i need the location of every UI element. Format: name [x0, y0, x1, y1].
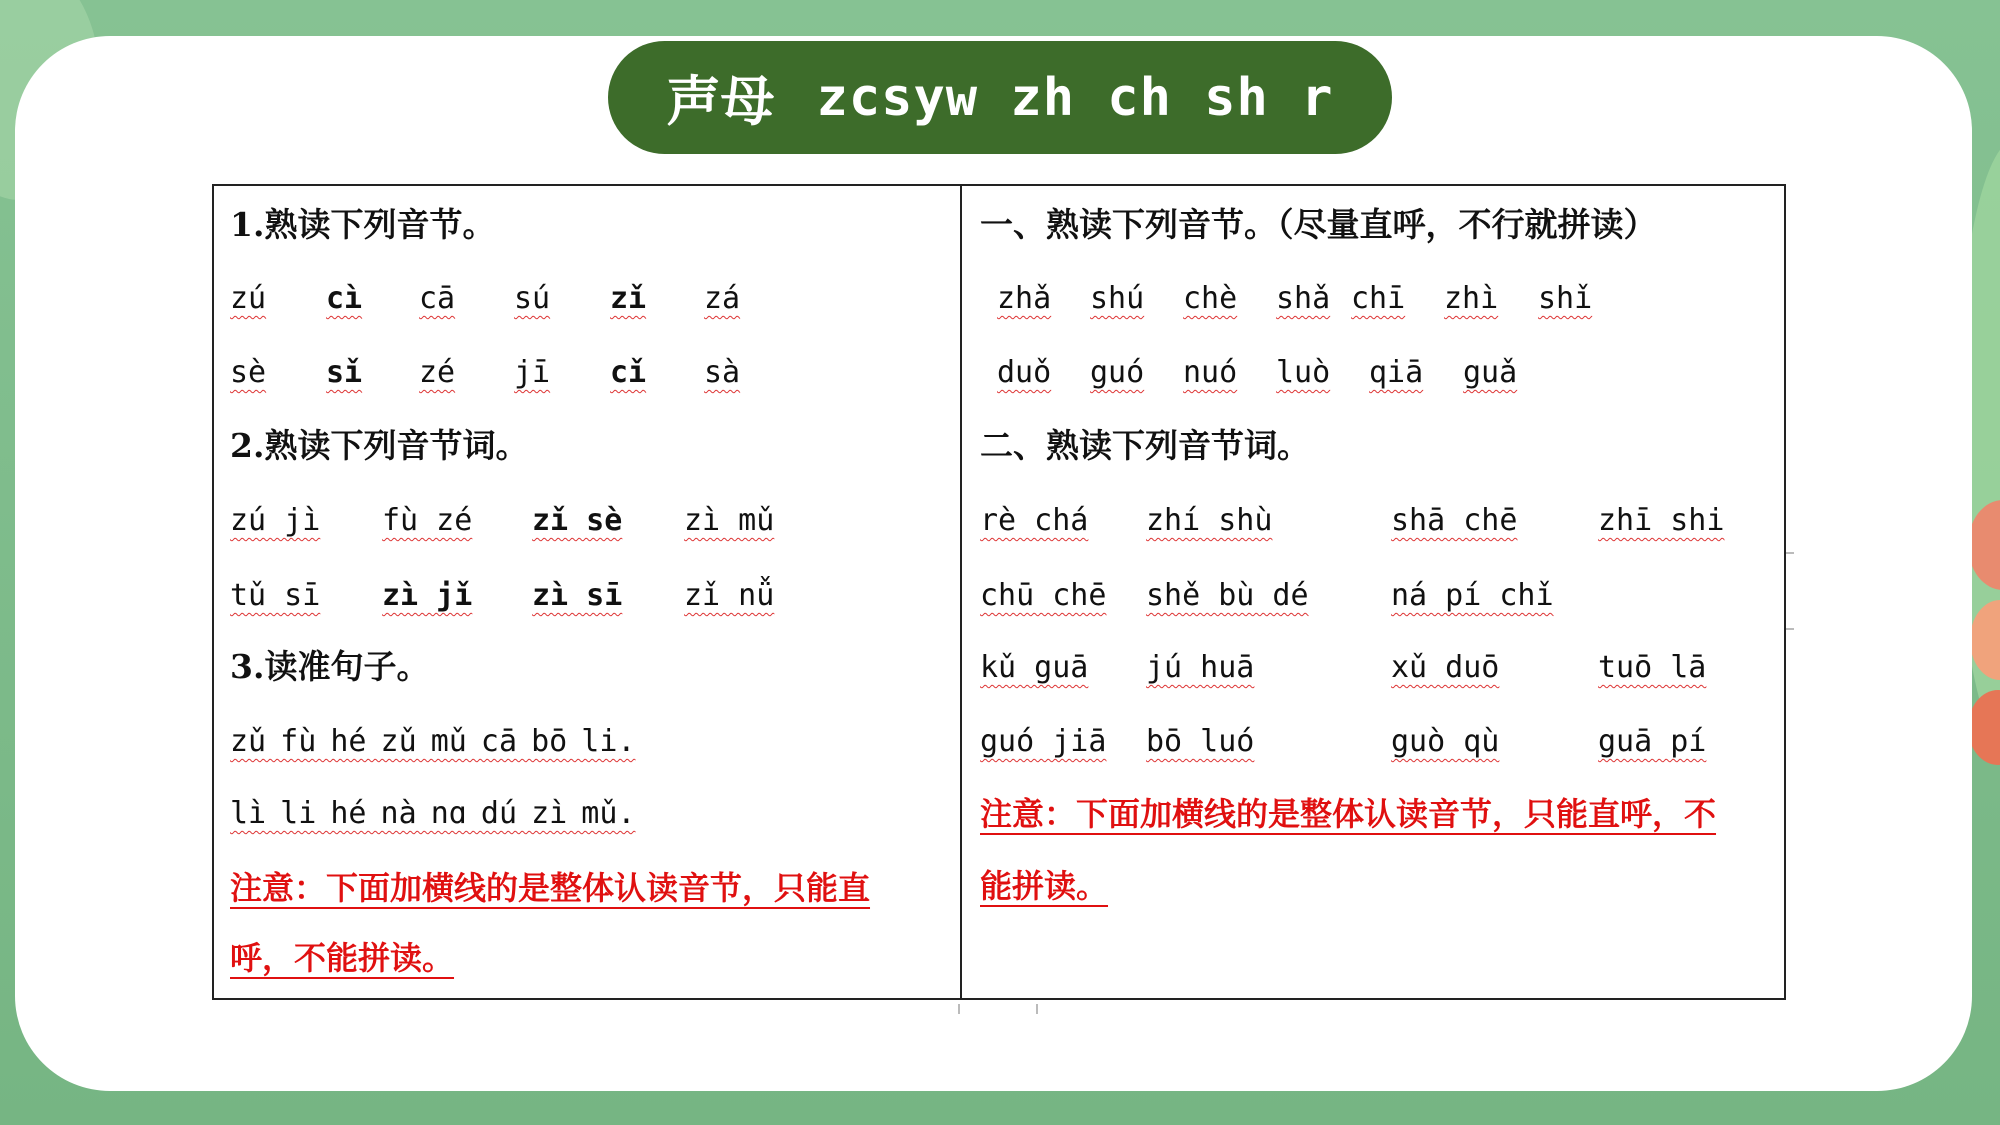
left-syllable: cā	[419, 281, 456, 316]
right-syllable: shǐ	[1538, 281, 1593, 316]
left-syllable: cǐ	[610, 355, 647, 390]
left-word: zú jì	[230, 503, 321, 538]
left-syllable: sà	[704, 355, 741, 390]
right-word: zhī shi	[1598, 503, 1725, 538]
left-heading-1: 1.熟读下列音节。	[230, 205, 496, 244]
right-word: bō luó	[1146, 724, 1255, 759]
right-word: guò qù	[1391, 724, 1500, 759]
left-syllable: zǐ	[610, 281, 647, 316]
title-pinyin: zcsyw zh ch sh r	[816, 67, 1334, 128]
table-edge-mark	[958, 1004, 960, 1014]
right-heading-1: 一、熟读下列音节。（尽量直呼，不行就拼读）	[980, 205, 1657, 244]
title-banner	[608, 41, 1392, 154]
left-note-line-2: 呼，不能拼读。	[230, 939, 455, 977]
table-edge-mark	[1036, 1004, 1038, 1014]
right-word: zhí shù	[1146, 503, 1273, 538]
title-chinese: 声母	[666, 70, 775, 133]
exercise-table	[212, 184, 1786, 1000]
left-word: zì sī	[532, 578, 623, 613]
left-syllable: jī	[514, 355, 551, 390]
right-word: shā chē	[1391, 503, 1518, 538]
right-word: tuō lā	[1598, 650, 1707, 685]
right-syllable: shú	[1090, 281, 1145, 316]
right-syllable: zhì	[1444, 281, 1499, 316]
right-syllable: chè	[1183, 281, 1238, 316]
right-syllable: zhǎ	[997, 281, 1052, 316]
right-word: chū chē	[980, 578, 1107, 613]
right-syllable: duǒ	[997, 355, 1052, 390]
left-word: zǐ nǚ	[684, 578, 775, 613]
left-syllable: zú	[230, 281, 267, 316]
right-word: jú huā	[1146, 650, 1255, 685]
right-syllable: guǎ	[1463, 355, 1518, 390]
left-word: fù zé	[382, 503, 473, 538]
left-syllable: sú	[514, 281, 551, 316]
left-sentence-1: zǔ fù hé zǔ mǔ cā bō li.	[230, 724, 636, 759]
left-word: tǔ sī	[230, 578, 321, 613]
right-word: rè chá	[980, 503, 1089, 538]
right-syllable: chī	[1351, 281, 1406, 316]
right-word: ná pí chǐ	[1391, 578, 1554, 613]
right-word: xǔ duō	[1391, 650, 1500, 685]
right-syllable: shǎ	[1276, 281, 1331, 316]
left-syllable: zá	[704, 281, 741, 316]
right-heading-2: 二、熟读下列音节词。	[980, 426, 1310, 465]
left-sentence-2: lì li hé nà nɑ dú zì mǔ.	[230, 796, 636, 831]
left-heading-3: 3.读准句子。	[230, 647, 430, 686]
right-word: kǔ guā	[980, 650, 1089, 685]
left-word: zǐ sè	[532, 503, 623, 538]
left-word: zì jǐ	[382, 578, 473, 613]
left-syllable: sè	[230, 355, 267, 390]
right-word: shě bù dé	[1146, 578, 1309, 613]
table-edge-mark	[1786, 552, 1794, 554]
right-note-line-1: 注意：下面加横线的是整体认读音节，只能直呼，不	[980, 795, 1717, 833]
right-syllable: nuó	[1183, 355, 1238, 390]
left-syllable: sǐ	[326, 355, 363, 390]
column-divider	[960, 186, 962, 998]
left-syllable: cì	[326, 281, 363, 316]
right-syllable: qiā	[1369, 355, 1424, 390]
left-note-line-1: 注意：下面加横线的是整体认读音节，只能直	[230, 869, 871, 907]
table-edge-mark	[1786, 628, 1794, 630]
left-syllable: zé	[419, 355, 456, 390]
right-word: guā pí	[1598, 724, 1707, 759]
left-heading-2: 2.熟读下列音节词。	[230, 426, 529, 465]
right-word: guó jiā	[980, 724, 1107, 759]
right-note-line-2: 能拼读。	[980, 867, 1109, 905]
right-syllable: guó	[1090, 355, 1145, 390]
left-word: zì mǔ	[684, 503, 775, 538]
right-syllable: luò	[1276, 355, 1331, 390]
